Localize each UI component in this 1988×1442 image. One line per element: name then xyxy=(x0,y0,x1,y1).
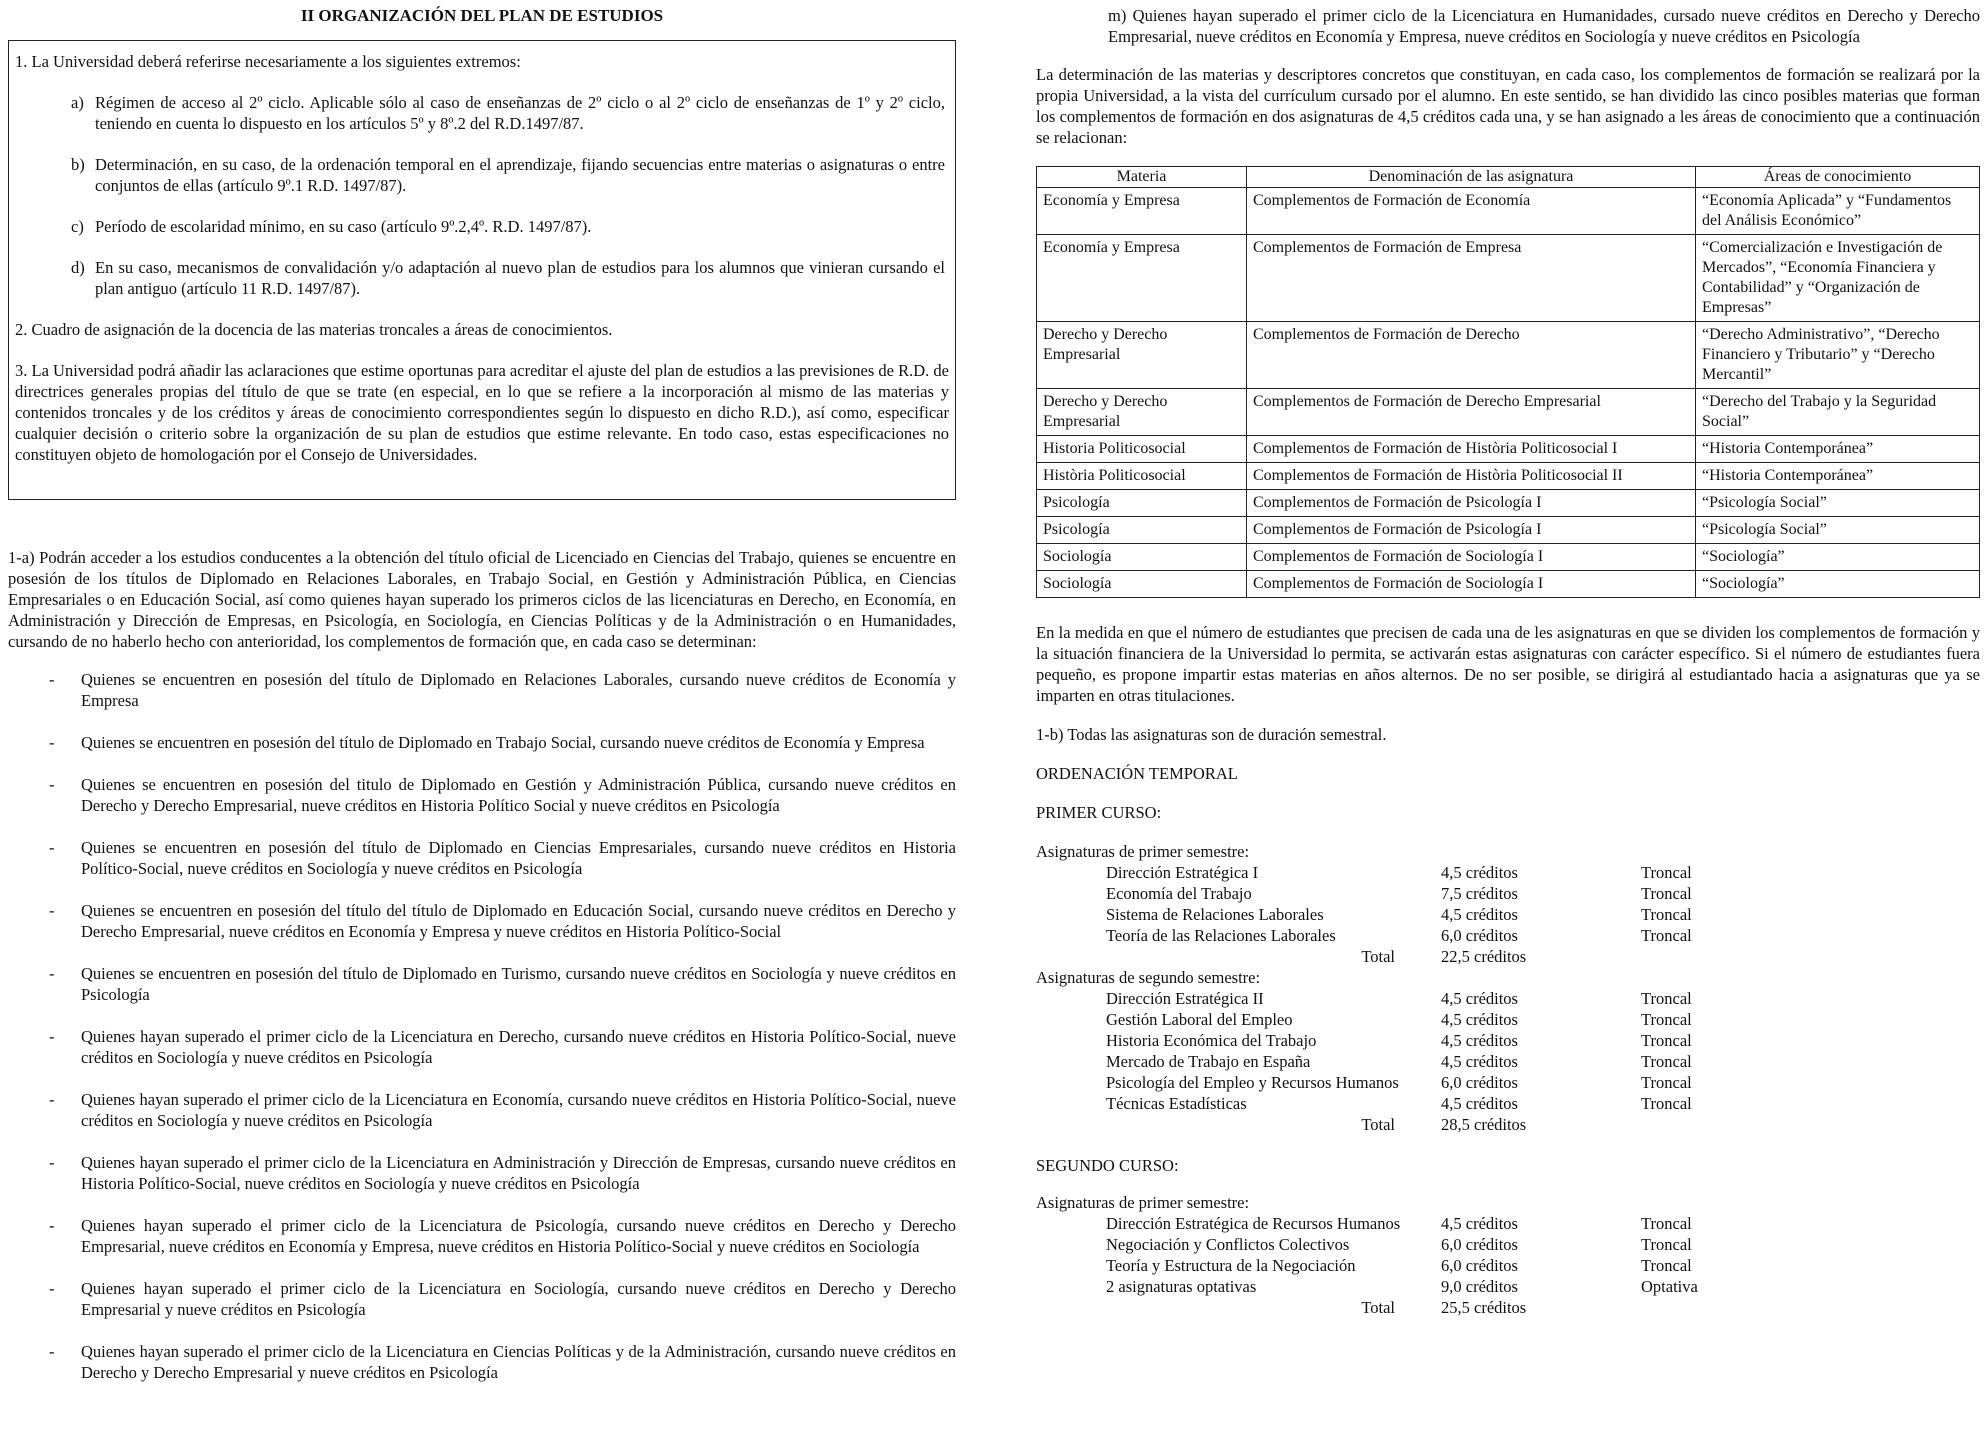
schedule-row: Historia Económica del Trabajo 4,5 créditos Troncal xyxy=(1106,1030,1692,1050)
schedule-row: Dirección Estratégica II 4,5 créditos Troncal xyxy=(1106,988,1692,1008)
primer-curso-heading: PRIMER CURSO: xyxy=(1036,802,1162,822)
list-item: - Quienes hayan superado el primer ciclo de la Licenciatura de Psicología, cursando nueve créditos en Derecho y Derecho Empresarial, nueve créditos en Economía y Empresa, nueve créditos en Historia Político-Social y nueve créditos en Sociología xyxy=(49,1215,956,1256)
table-row: Economía y Empresa Complementos de Formación de Economía “Economía Aplicada” y “Fundamentos del Análisis Económico” xyxy=(1037,187,1980,234)
box-subitem: a) Régimen de acceso al 2º ciclo. Aplicable sólo al caso de enseñanzas de 2º ciclo o al 2º ciclo de enseñanzas de 1º y 2º ciclo, teniendo en cuenta lo dispuesto en los artículos 5º y 8º.2 del R.D.1497/87. xyxy=(71,93,945,133)
access-list xyxy=(8,669,956,1383)
list-item: - Quienes se encuentren en posesión del título de Diplomado en Relaciones Laborales, cursando nueve créditos de Economía y Empresa xyxy=(49,669,956,710)
section-title: II ORGANIZACIÓN DEL PLAN DE ESTUDIOS xyxy=(300,6,664,25)
table-row: Derecho y Derecho Empresarial Complementos de Formación de Derecho “Derecho Administrativo”, “Derecho Financiero y Tributario” y “Derecho Mercantil” xyxy=(1037,321,1980,388)
access-intro: 1-a) Podrán acceder a los estudios conducentes a la obtención del título oficial de Licenciado en Ciencias del Trabajo, quienes se encuentre en posesión de los títulos de Diplomado en Relaciones Laborales, en Trabajo Social, en Gestión y Administración Pública, en Ciencias Empresariales o en Educación Social, así como quienes hayan superado los primeros ciclos de las licenciaturas en Derecho, en Economía, en Administración y Dirección de Empresas, en Psicología, en Sociología, en Ciencias Políticas y de la Administración o en Humanidades, cursando de no haberlo hecho con anterioridad, los complementos de formación que, en cada caso se determinan: xyxy=(8,548,956,651)
left-column xyxy=(8,0,956,1404)
subjects-table xyxy=(1036,166,1980,598)
box-item-3: 3. La Universidad podrá añadir las aclaraciones que estime oportunas para acreditar el ajuste del plan de estudios a las previsiones de R.D. de directrices generales propias del título de que se trate (en especial, en lo que se refiere a la incorporación al mismo de las materias y contenidos troncales y de los créditos y áreas de conocimiento correspondientes según lo dispuesto en dicho R.D.), así como, especificar cualquier decisión o criterio sobre la organización de su plan de estudios que estime relevante. En todo caso, estas especificaciones no constituyen objeto de homologación por el Consejo de Universidades. xyxy=(15,361,949,464)
list-item: - Quienes se encuentren en posesión del título de Diplomado en Turismo, cursando nueve créditos en Sociología y nueve créditos en Psicología xyxy=(49,963,956,1004)
instructions-box xyxy=(8,40,956,500)
segundo-curso-schedule xyxy=(1036,1192,1980,1318)
semester-label: Asignaturas de primer semestre: xyxy=(1036,841,1250,861)
schedule-row: Negociación y Conflictos Colectivos 6,0 créditos Troncal xyxy=(1106,1234,1692,1254)
semester-label: Asignaturas de segundo semestre: xyxy=(1036,967,1261,987)
right-column xyxy=(1036,0,1980,1318)
box-item-1: 1. La Universidad deberá referirse necesariamente a los siguientes extremos: xyxy=(15,52,521,71)
duration-note: 1-b) Todas las asignaturas son de duración semestral. xyxy=(1036,724,1387,744)
total-row: Total 22,5 créditos xyxy=(1361,946,1527,966)
activation-paragraph: En la medida en que el número de estudiantes que precisen de cada una de les asignaturas en que se dividen los complementos de formación y la situación financiera de la Universidad lo permita, se activarán estas asignaturas con carácter específico. Si el número de estudiantes fuera pequeño, es propone impartir estas materias en años alternos. De no ser posible, se dirigirá al estudiantado hacia a asignaturas que ya se imparten en otras titulaciones. xyxy=(1036,622,1980,705)
schedule-row: Teoría de las Relaciones Laborales 6,0 créditos Troncal xyxy=(1106,925,1692,945)
table-row: Sociología Complementos de Formación de Sociología I “Sociología” xyxy=(1037,543,1980,570)
list-item: - Quienes se encuentren en posesión del titulo de Diplomado en Gestión y Administración Pública, cursando nueve créditos en Derecho y Derecho Empresarial, nueve créditos en Historia Político Social y nueve créditos en Psicología xyxy=(49,774,956,815)
schedule-row: Mercado de Trabajo en España 4,5 créditos Troncal xyxy=(1106,1051,1692,1071)
schedule-row: Economía del Trabajo 7,5 créditos Troncal xyxy=(1106,883,1692,903)
schedule-row: Teoría y Estructura de la Negociación 6,0 créditos Troncal xyxy=(1106,1255,1692,1275)
complements-paragraph: La determinación de las materias y descriptores concretos que constituyan, en cada caso, los complementos de formación se realizará por la propia Universidad, a la vista del currículum cursado por el alumno. En este sentido, se han dividido las cinco posibles materias que forman los complementos de formación en dos asignaturas de 4,5 créditos cada una, y se han asignado a les áreas de conocimiento que a continuación se relacionan: xyxy=(1036,64,1980,147)
access-item-m: m) Quienes hayan superado el primer ciclo de la Licenciatura en Humanidades, cursado nueve créditos en Derecho y Derecho Empresarial, nueve créditos en Economía y Empresa, nueve créditos en Sociología y nueve créditos en Psicología xyxy=(1108,6,1980,46)
table-row: Derecho y Derecho Empresarial Complementos de Formación de Derecho Empresarial “Derecho del Trabajo y la Seguridad Social” xyxy=(1037,388,1980,435)
table-row: Psicología Complementos de Formación de Psicología I “Psicología Social” xyxy=(1037,489,1980,516)
total-row: Total 25,5 créditos xyxy=(1361,1297,1527,1317)
segundo-curso-heading: SEGUNDO CURSO: xyxy=(1036,1155,1179,1175)
table-row: Economía y Empresa Complementos de Formación de Empresa “Comercialización e Investigación de Mercados”, “Economía Financiera y Contabilidad” y “Organización de Empresas” xyxy=(1037,234,1980,321)
table-row: Psicología Complementos de Formación de Psicología I “Psicología Social” xyxy=(1037,516,1980,543)
list-item: - Quienes hayan superado el primer ciclo de la Licenciatura en Ciencias Políticas y de la Administración, cursando nueve créditos en Derecho y Derecho Empresarial y nueve créditos en Psicología xyxy=(49,1341,956,1382)
column-header: Áreas de conocimiento xyxy=(1696,166,1980,187)
semester-label: Asignaturas de primer semestre: xyxy=(1036,1192,1250,1212)
list-item: - Quienes hayan superado el primer ciclo de la Licenciatura en Administración y Dirección de Empresas, cursando nueve créditos en Historia Político-Social, nueve créditos en Sociología y nueve créditos en Psicología xyxy=(49,1152,956,1193)
column-header: Materia xyxy=(1037,166,1247,187)
column-header: Denominación de las asignatura xyxy=(1247,166,1696,187)
table-row: Sociología Complementos de Formación de Sociología I “Sociología” xyxy=(1037,570,1980,597)
schedule-row: Gestión Laboral del Empleo 4,5 créditos Troncal xyxy=(1106,1009,1692,1029)
box-subitem: d) En su caso, mecanismos de convalidación y/o adaptación al nuevo plan de estudios para los alumnos que vinieran cursando el plan antiguo (artículo 11 R.D. 1497/87). xyxy=(71,258,945,298)
primer-curso-schedule xyxy=(1036,841,1980,1135)
list-item: - Quienes hayan superado el primer ciclo de la Licenciatura en Sociología, cursando nueve créditos en Derecho y Derecho Empresarial y nueve créditos en Psicología xyxy=(49,1278,956,1319)
list-item: - Quienes se encuentren en posesión del título de Diplomado en Ciencias Empresariales, cursando nueve créditos en Historia Político-Social, nueve créditos en Sociología y nueve créditos en Psicología xyxy=(49,837,956,878)
table-row: Historia Politicosocial Complementos de Formación de Història Politicosocial I “Historia Contemporánea” xyxy=(1037,435,1980,462)
schedule-row: Dirección Estratégica de Recursos Humanos 4,5 créditos Troncal xyxy=(1106,1213,1692,1233)
ordenacion-heading: ORDENACIÓN TEMPORAL xyxy=(1036,763,1238,783)
schedule-row: Dirección Estratégica I 4,5 créditos Troncal xyxy=(1106,862,1692,882)
schedule-row: Psicología del Empleo y Recursos Humanos 6,0 créditos Troncal xyxy=(1106,1072,1692,1092)
table-header-row xyxy=(1037,166,1980,187)
total-row: Total 28,5 créditos xyxy=(1361,1114,1527,1134)
list-item: - Quienes hayan superado el primer ciclo de la Licenciatura en Derecho, cursando nueve créditos en Historia Político-Social, nueve créditos en Sociología y nueve créditos en Psicología xyxy=(49,1026,956,1067)
schedule-row: Técnicas Estadísticas 4,5 créditos Troncal xyxy=(1106,1093,1692,1113)
box-subitems xyxy=(15,92,949,299)
box-item-2: 2. Cuadro de asignación de la docencia de las materias troncales a áreas de conocimientos. xyxy=(15,320,613,339)
box-subitem: b) Determinación, en su caso, de la ordenación temporal en el aprendizaje, fijando secuencias entre materias o asignaturas o entre conjuntos de ellas (artículo 9º.1 R.D. 1497/87). xyxy=(71,155,945,195)
list-item: - Quienes se encuentren en posesión del título del título de Diplomado en Educación Social, cursando nueve créditos en Derecho y Derecho Empresarial, nueve créditos en Economía y Empresa y nueve créditos en Historia Político-Social xyxy=(49,900,956,941)
list-item: - Quienes se encuentren en posesión del título de Diplomado en Trabajo Social, cursando nueve créditos de Economía y Empresa xyxy=(49,732,925,752)
list-item: - Quienes hayan superado el primer ciclo de la Licenciatura en Economía, cursando nueve créditos en Historia Político-Social, nueve créditos en Sociología y nueve créditos en Psicología xyxy=(49,1089,956,1130)
table-row: Història Politicosocial Complementos de Formación de Història Politicosocial II “Historia Contemporánea” xyxy=(1037,462,1980,489)
box-subitem: c) Período de escolaridad mínimo, en su caso (artículo 9º.2,4º. R.D. 1497/87). xyxy=(71,217,592,236)
schedule-row: Sistema de Relaciones Laborales 4,5 créditos Troncal xyxy=(1106,904,1692,924)
schedule-row: 2 asignaturas optativas 9,0 créditos Optativa xyxy=(1106,1276,1698,1296)
